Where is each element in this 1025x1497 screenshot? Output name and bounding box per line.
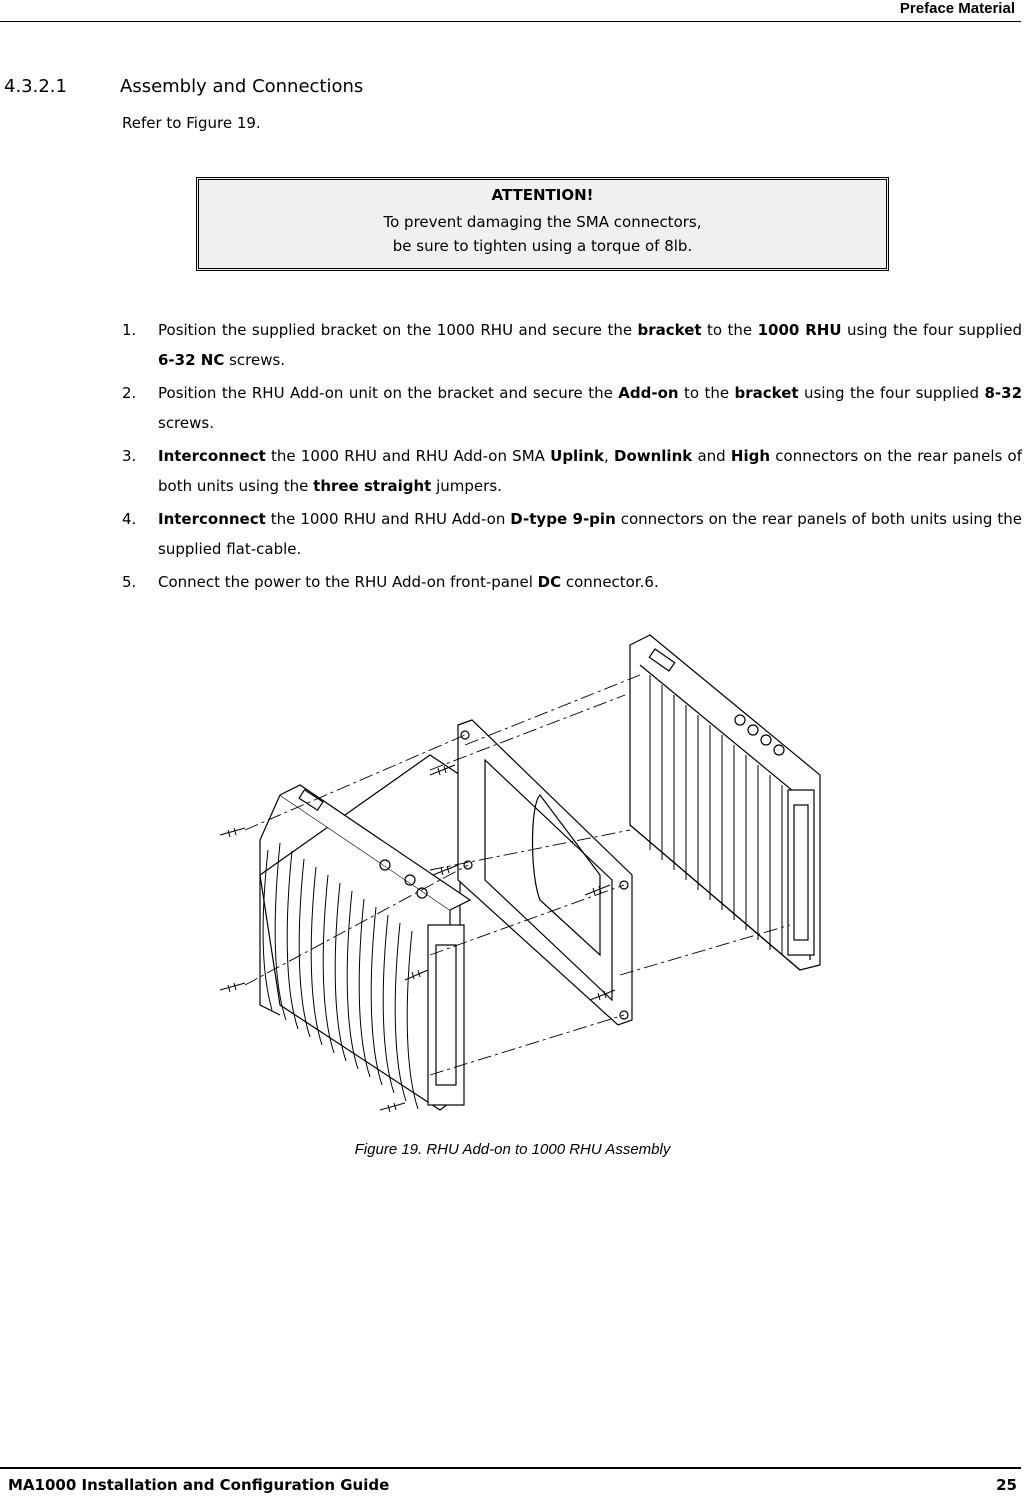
step-item	[122, 504, 1022, 564]
step-bold: D-type 9-pin	[510, 510, 616, 528]
section-title: Assembly and Connections	[120, 76, 364, 97]
step-text: the 1000 RHU and RHU Add-on SMA	[265, 447, 551, 465]
step-text: Position the supplied bracket on the 1000 RHU and secure the	[158, 321, 638, 339]
step-text: connector.6.	[561, 573, 659, 591]
step-bold: bracket	[637, 321, 702, 339]
step-text: screws.	[224, 351, 286, 369]
step-text: to the	[678, 384, 735, 402]
step-number: 4.	[122, 510, 137, 528]
mounting-bracket	[458, 720, 632, 1025]
step-item	[122, 567, 1022, 597]
step-text: Position the RHU Add-on unit on the bracket and secure the	[158, 384, 619, 402]
step-number: 1.	[122, 321, 137, 339]
step-text: connectors on the rear panels of both units using the supplied flat-cable.	[158, 510, 1022, 558]
section-number: 4.3.2.1	[4, 76, 67, 97]
assembly-figure	[200, 625, 840, 1135]
step-number: 5.	[122, 573, 137, 591]
footer-rule	[0, 1467, 1021, 1469]
step-text: using the four supplied	[841, 321, 1023, 339]
footer-guide-title: MA1000 Installation and Configuration Guide	[8, 1476, 390, 1494]
step-bold: Interconnect	[158, 447, 266, 465]
attention-title: ATTENTION!	[491, 186, 594, 204]
rhu-unit-left	[260, 755, 470, 1110]
step-bold: bracket	[734, 384, 799, 402]
step-bold: High	[730, 447, 771, 465]
step-item	[122, 378, 1022, 438]
step-bold: Interconnect	[158, 510, 266, 528]
step-text: Connect the power to the RHU Add-on front-panel	[158, 573, 538, 591]
page-header	[0, 0, 1021, 22]
attention-line-1: To prevent damaging the SMA connectors,	[383, 213, 702, 231]
attention-box	[196, 177, 889, 271]
step-text: ,	[604, 447, 614, 465]
step-item	[122, 441, 1022, 501]
rhu-unit-right	[630, 635, 820, 970]
step-bold: 6-32 NC	[158, 351, 225, 369]
step-bold: Add-on	[618, 384, 679, 402]
step-text: jumpers.	[431, 477, 502, 495]
step-bold: 8-32	[984, 384, 1023, 402]
step-bold: Uplink	[550, 447, 604, 465]
section-heading	[4, 76, 363, 97]
intro-text: Refer to Figure 19.	[122, 114, 261, 132]
attention-line-2: be sure to tighten using a torque of 8lb.	[392, 237, 693, 255]
step-bold: Downlink	[614, 447, 693, 465]
step-number: 3.	[122, 447, 137, 465]
assembly-drawing	[200, 625, 840, 1135]
step-bold: three straight	[313, 477, 432, 495]
step-item	[122, 315, 1022, 375]
step-text: and	[692, 447, 731, 465]
header-title: Preface Material	[899, 0, 1015, 17]
step-text: the 1000 RHU and RHU Add-on	[265, 510, 511, 528]
step-number: 2.	[122, 384, 137, 402]
step-bold: DC	[537, 573, 562, 591]
step-text: to the	[701, 321, 758, 339]
step-bold: 1000 RHU	[757, 321, 842, 339]
assembly-steps	[122, 315, 1022, 600]
page-number: 25	[996, 1476, 1017, 1494]
step-text: connectors on the rear panels of both units using the	[158, 447, 1022, 495]
figure-caption: Figure 19. RHU Add-on to 1000 RHU Assembly	[354, 1141, 671, 1158]
step-text: screws.	[158, 414, 214, 432]
step-text: using the four supplied	[798, 384, 985, 402]
